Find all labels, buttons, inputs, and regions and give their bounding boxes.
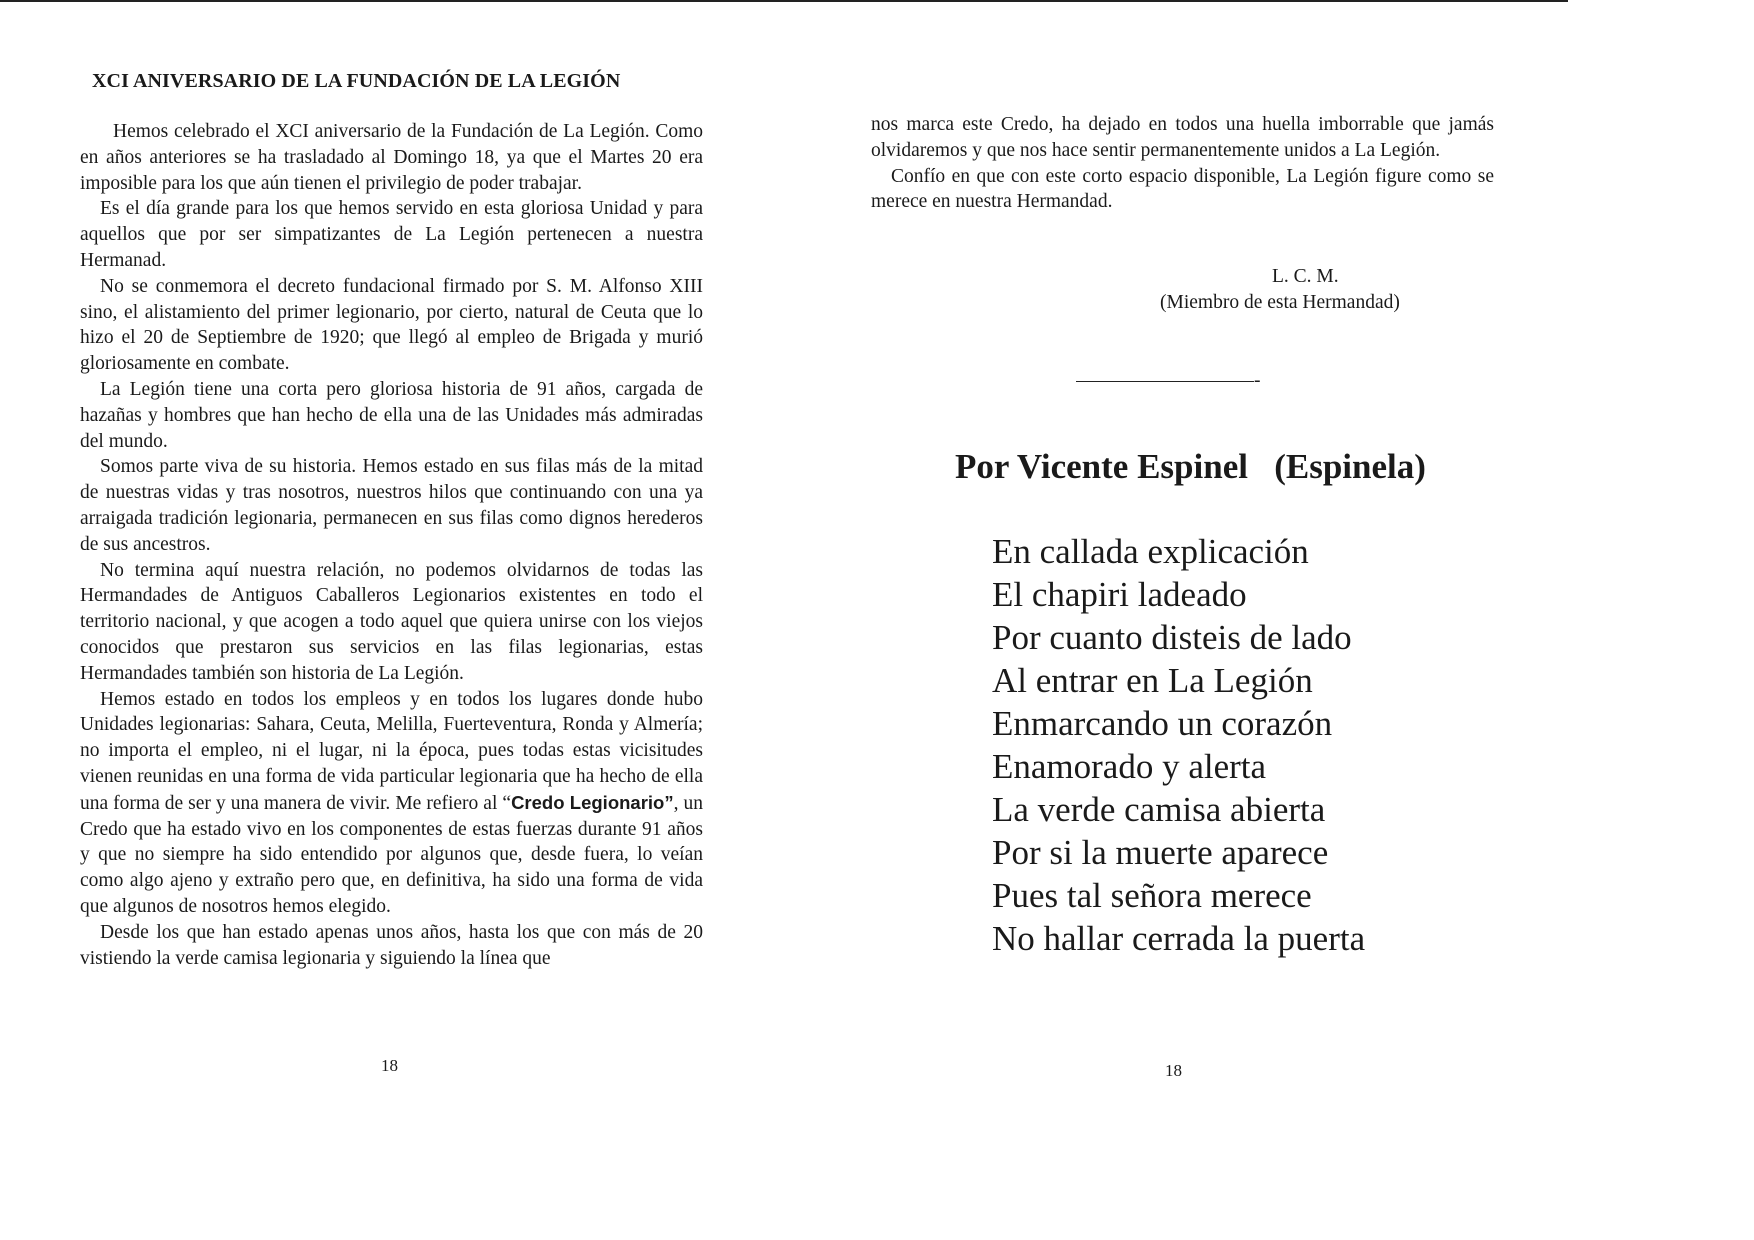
separator-rule (1076, 381, 1254, 382)
paragraph-credo (80, 687, 703, 920)
separator-tail: - (1254, 370, 1261, 391)
page-number-right: 18 (1165, 1061, 1182, 1080)
separator-line (1076, 370, 1261, 392)
paragraph: La Legión tiene una corta pero gloriosa historia de 91 años, cargada de hazañas y hombres que han hecho de ella una de las Unidades más admiradas del mundo. (80, 378, 703, 452)
poem-line: Enmarcando un corazón (992, 704, 1333, 743)
paragraph-text: , un Credo que ha estado vivo en los componentes de estas fuerzas durante 91 años y que no siempre ha sido entendido por algunos que, desde fuera, lo veían como algo ajeno y extraño pero que, en definitiva, ha sido una forma de vida que algunos de nosotros hemos elegido. (80, 792, 704, 917)
paragraph: Hemos celebrado el XCI aniversario de la Fundación de La Legión. Como en años anteriores se ha trasladado al Domingo 18, ya que el Martes 20 era imposible para los que aún tienen el privilegio de poder trabajar. (80, 121, 703, 194)
paragraph: Somos parte viva de su historia. Hemos estado en sus filas más de la mitad de nuestras vidas y tras nosotros, nuestros hilos que continuando con una ya arraigada tradición legionaria, permanecen en sus filas como dignos herederos de sus ancestros. (80, 456, 703, 555)
paragraph: No termina aquí nuestra relación, no podemos olvidarnos de todas las Hermandades de Antiguos Caballeros Legionarios existentes en todo el territorio nacional, y que acogen a todo aquel que quiera unirse con los viejos conocidos que prestaron sus servicios en las filas legionarias, estas Hermandades también son historia de La Legión. (80, 559, 703, 684)
paragraph: nos marca este Credo, ha dejado en todos una huella imborrable que jamás olvidaremos y que nos hace sentir permanentemente unidos a La Legión. (871, 114, 1494, 161)
poem-line: Por cuanto disteis de lado (992, 618, 1352, 657)
left-page (0, 0, 784, 1109)
right-page (784, 0, 1568, 1109)
poem-line: No hallar cerrada la puerta (992, 919, 1366, 958)
poem-line: Por si la muerte aparece (992, 833, 1329, 872)
paragraph: Es el día grande para los que hemos servido en esta gloriosa Unidad y para aquellos que por ser simpatizantes de La Legión pertenecen a nuestra Hermanad. (80, 198, 703, 271)
article-title: XCI ANIVERSARIO DE LA FUNDACIÓN DE LA LEGIÓN (92, 70, 621, 92)
poem-line: Pues tal señora merece (992, 876, 1312, 915)
signature-initials: L. C. M. (1272, 266, 1339, 287)
page-number-left: 18 (381, 1056, 398, 1075)
poem-line: Enamorado y alerta (992, 747, 1267, 786)
paragraph-text: Hemos estado en todos los empleos y en todos los lugares donde hubo Unidades legionarias: Sahara, Ceuta, Melilla, Fuerteventura, Ronda y Almería; no importa el empleo, ni el lugar, ni la época, pues todas estas vicisitudes vienen reunidas en una forma de vida particular legionaria que ha hecho de ella una forma de ser y una manera de vivir. Me refiero al “ (80, 688, 703, 814)
poem-title: Por Vicente Espinel (Espinela) (955, 447, 1426, 486)
poem-line: El chapiri ladeado (992, 575, 1247, 614)
poem-line: En callada explicación (992, 532, 1309, 571)
poem-line: Al entrar en La Legión (992, 661, 1313, 700)
paragraph: Confío en que con este corto espacio disponible, La Legión figure como se merece en nuestra Hermandad. (871, 165, 1494, 213)
paragraph: No se conmemora el decreto fundacional firmado por S. M. Alfonso XIII sino, el alistamiento del primer legionario, por cierto, natural de Ceuta que lo hizo el 20 de Septiembre de 1920; que llegó al empleo de Brigada y murió gloriosamente en combate. (80, 275, 703, 375)
article-continuation (871, 112, 1494, 215)
poem-line: La verde camisa abierta (992, 790, 1326, 829)
article-body (80, 119, 703, 971)
paragraph: Desde los que han estado apenas unos años, hasta los que con más de 20 vistiendo la verde camisa legionaria y siguiendo la línea que (80, 921, 703, 969)
signature-role: (Miembro de esta Hermandad) (1160, 292, 1400, 313)
credo-bold-text: Credo Legionario” (511, 791, 674, 813)
poem (992, 530, 1365, 960)
